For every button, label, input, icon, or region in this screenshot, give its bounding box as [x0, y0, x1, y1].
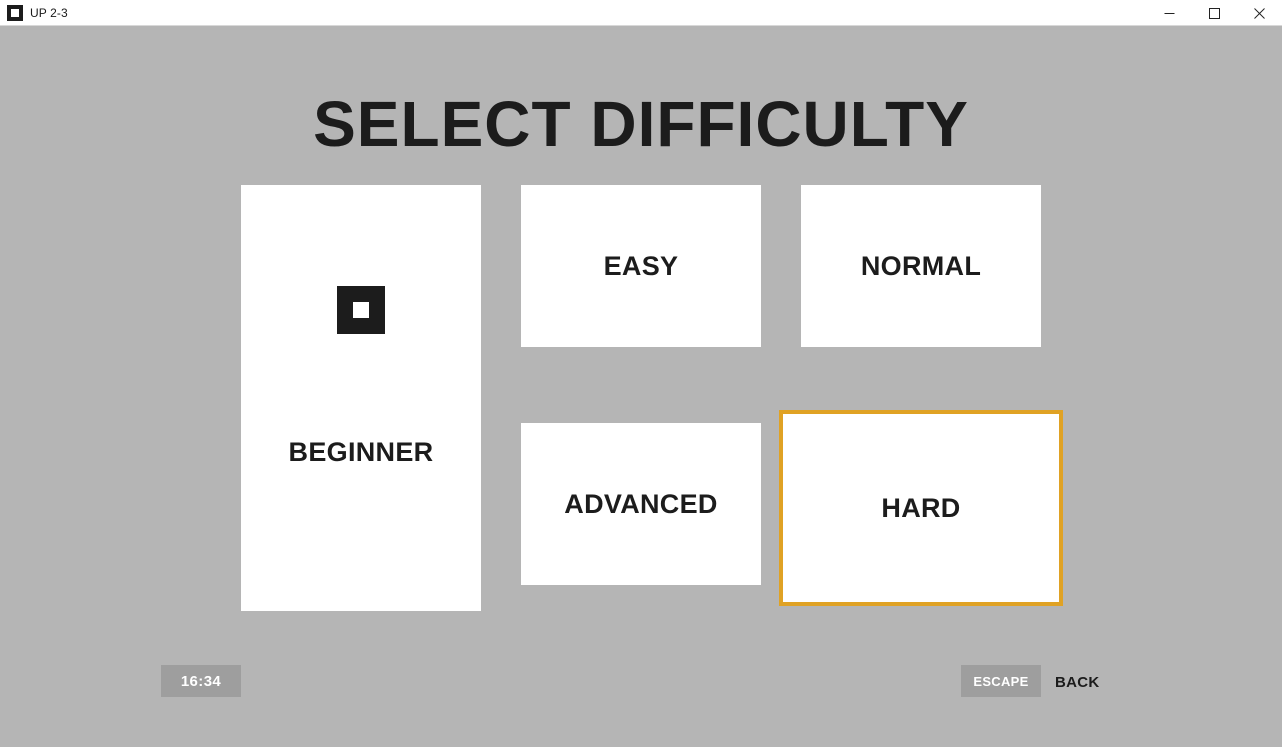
tile-icon — [337, 286, 385, 334]
window-title: UP 2-3 — [30, 5, 68, 20]
escape-key-badge[interactable]: ESCAPE — [961, 665, 1041, 697]
difficulty-card-label: EASY — [603, 250, 679, 281]
difficulty-card-label: ADVANCED — [564, 488, 718, 519]
difficulty-card-label: BEGINNER — [288, 437, 434, 467]
difficulty-card-hard[interactable] — [779, 410, 1063, 606]
timer-display: 16:34 — [161, 665, 241, 697]
page-title: SELECT DIFFICULTY — [313, 88, 969, 160]
difficulty-card-label: HARD — [881, 492, 961, 523]
title-bar-left — [0, 5, 68, 21]
close-icon[interactable] — [1237, 0, 1282, 26]
difficulty-card-beginner[interactable] — [241, 185, 481, 611]
difficulty-card-normal[interactable] — [801, 185, 1041, 347]
app-tile-icon — [7, 5, 23, 21]
game-screen — [0, 26, 1282, 747]
difficulty-card-easy[interactable] — [521, 185, 761, 347]
difficulty-card-label: NORMAL — [860, 250, 982, 281]
minimize-icon[interactable] — [1147, 0, 1192, 26]
maximize-icon[interactable] — [1192, 0, 1237, 26]
back-button[interactable]: BACK — [1055, 674, 1100, 691]
title-bar — [0, 0, 1282, 26]
difficulty-card-advanced[interactable] — [521, 423, 761, 585]
window-controls — [1147, 0, 1282, 26]
